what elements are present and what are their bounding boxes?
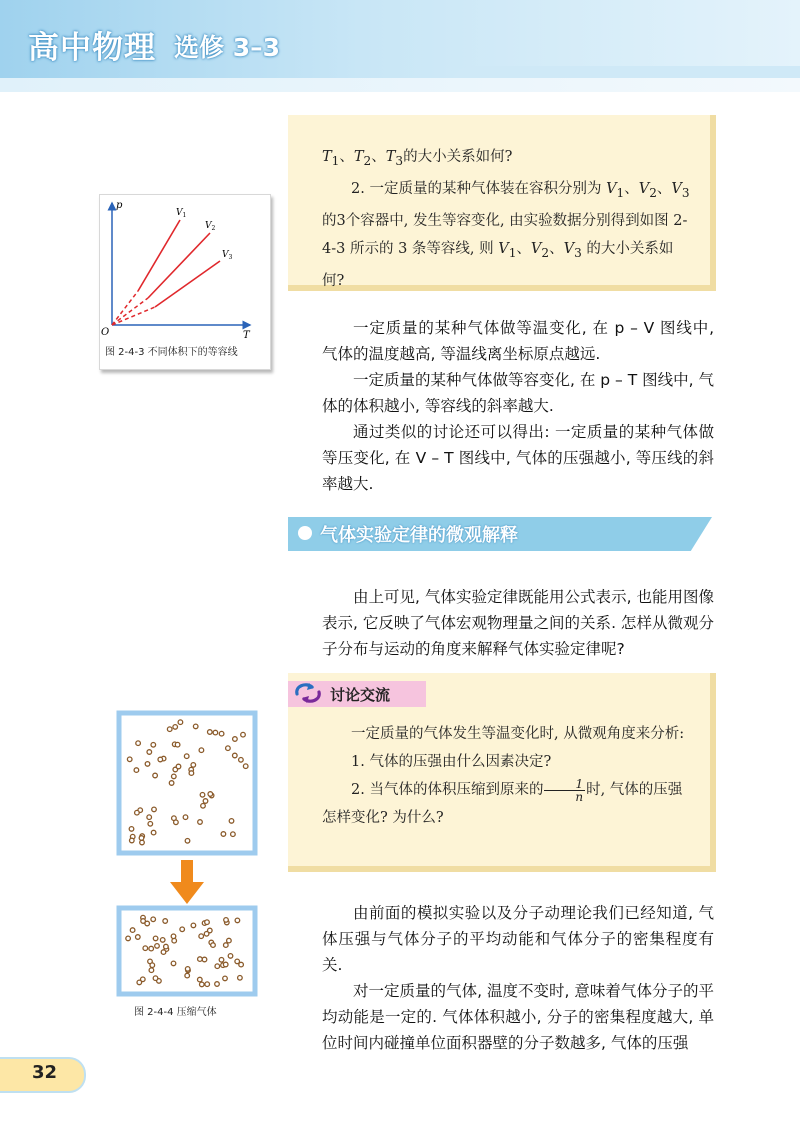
t-axis-label: T xyxy=(243,330,250,341)
gas-molecule xyxy=(169,781,174,786)
header-strip xyxy=(0,78,800,92)
gas-molecule xyxy=(199,748,204,753)
question-2: 2. 一定质量的某种气体装在容积分别为 $V_1$、$V_2$、$V_3$ 的3个容器中, 发生等容变化, 由实验数据分别得到如图 2-4-3 所示的 3 条等容线, 则 $V_1$、$V_2$、$V_3$ 的大小关系如何? xyxy=(322,180,690,289)
gas-molecule xyxy=(136,741,141,746)
gas-molecule xyxy=(199,934,204,939)
gas-molecule xyxy=(152,807,157,812)
discussion-intro: 一定质量的气体发生等温变化时, 从微观角度来分析: xyxy=(351,726,685,742)
discussion-title: 讨论交流 xyxy=(330,686,391,704)
section-title: 气体实验定律的微观解释 xyxy=(320,525,518,546)
gas-molecule xyxy=(136,935,141,940)
gas-molecule xyxy=(219,731,224,736)
discussion-q1: 1. 气体的压强由什么因素决定? xyxy=(351,754,552,770)
gas-molecule xyxy=(201,804,206,809)
book-subtitle: 选修 3–3 xyxy=(174,33,280,62)
gas-molecule xyxy=(198,977,203,982)
gas-molecule xyxy=(219,958,224,963)
gas-molecule xyxy=(158,757,163,762)
figure-2-4-3 xyxy=(99,194,271,370)
gas-molecule xyxy=(184,754,189,759)
gas-molecule xyxy=(129,827,134,832)
gas-molecule xyxy=(227,938,232,943)
discussion-text xyxy=(322,720,692,832)
gas-molecule xyxy=(134,768,139,773)
gas-molecule xyxy=(163,919,168,924)
body3-para2: 对一定质量的气体, 温度不变时, 意味着气体分子的平均动能是一定的. 气体体积越小, 分子的密集程度越大, 单位时间内碰撞单位面积器壁的分子数越多, 气体的压强 xyxy=(322,982,714,1052)
gas-molecule xyxy=(153,773,158,778)
origin-label: O xyxy=(101,327,110,338)
gas-molecule xyxy=(189,771,194,776)
v3-label: $V_3$ xyxy=(222,250,233,261)
gas-molecule xyxy=(226,746,231,751)
gas-molecule xyxy=(153,936,158,941)
gas-molecule xyxy=(224,943,229,948)
page-number: 32 xyxy=(32,1062,58,1083)
gas-molecule xyxy=(185,839,190,844)
gas-molecule xyxy=(143,946,148,951)
gas-molecule xyxy=(130,928,135,933)
body-text-3 xyxy=(322,900,714,1056)
body3-para1: 由前面的模拟实验以及分子动理论我们已经知道, 气体压强与气体分子的平均动能和气体分子的密集程度有关. xyxy=(322,904,714,974)
v3-line xyxy=(155,261,220,307)
gas-molecule xyxy=(173,725,178,730)
gas-molecule xyxy=(215,982,220,987)
gas-molecule xyxy=(205,920,210,925)
gas-molecule xyxy=(176,764,181,769)
gas-molecule xyxy=(161,950,166,955)
gas-molecule xyxy=(205,982,210,987)
gas-molecule xyxy=(238,976,243,981)
gas-molecule xyxy=(127,757,132,762)
gas-molecule xyxy=(178,720,183,725)
gas-molecule xyxy=(183,815,188,820)
gas-molecule xyxy=(239,962,244,967)
gas-molecule xyxy=(241,732,246,737)
gas-molecule xyxy=(200,982,205,987)
gas-molecule xyxy=(191,923,196,928)
figure-2-4-3-caption: 图 2-4-3 不同体积下的等容线 xyxy=(105,347,238,358)
gas-molecule xyxy=(151,917,156,922)
gas-molecule xyxy=(193,724,198,729)
question-box-text xyxy=(322,143,692,295)
gas-molecule xyxy=(243,764,248,769)
gas-molecule xyxy=(148,822,153,827)
v1-label: $V_1$ xyxy=(176,208,187,219)
v1-line xyxy=(138,220,180,291)
gas-box-uncompressed xyxy=(116,710,258,856)
gas-molecule xyxy=(228,954,233,959)
compression-arrow-icon xyxy=(170,860,204,904)
gas-box-compressed xyxy=(116,905,258,997)
gas-molecule xyxy=(208,730,213,735)
body1-para3: 通过类似的讨论还可以得出: 一定质量的某种气体做等压变化, 在 V – T 图线中, 气体的压强越小, 等压线的斜率越大. xyxy=(322,423,714,493)
discussion-arrows-icon xyxy=(292,680,324,706)
question-line-1: $T_1$、$T_2$、$T_3$的大小关系如何? xyxy=(322,149,513,168)
gas-molecule xyxy=(141,919,146,924)
gas-molecule xyxy=(126,936,131,941)
gas-molecule xyxy=(130,838,135,843)
gas-molecule xyxy=(211,943,216,948)
figure-2-4-4-caption: 图 2-4-4 压缩气体 xyxy=(134,1007,217,1018)
gas-molecule xyxy=(221,832,226,837)
gas-molecule xyxy=(223,976,228,981)
discussion-q2: 2. 当气体的体积压缩到原来的 $\frac{1}{n}$ 时, 气体的压强怎样变化? 为什么? xyxy=(322,776,683,826)
gas-molecule xyxy=(239,758,244,763)
gas-molecule xyxy=(151,830,156,835)
gas-molecule xyxy=(200,793,205,798)
v1-dashed-segment xyxy=(112,291,138,325)
gas-molecule xyxy=(150,963,155,968)
gas-molecule xyxy=(174,820,179,825)
body1-para1: 一定质量的某种气体做等温变化, 在 p – V 图线中, 气体的温度越高, 等温线离坐标原点越远. xyxy=(322,319,714,363)
gas-molecule xyxy=(147,750,152,755)
gas-molecule xyxy=(137,980,142,985)
gas-molecule xyxy=(185,967,190,972)
gas-molecule xyxy=(233,737,238,742)
gas-molecule xyxy=(149,968,154,973)
gas-molecule xyxy=(198,820,203,825)
gas-molecule xyxy=(231,832,236,837)
gas-molecule xyxy=(145,762,150,767)
gas-molecule xyxy=(213,730,218,735)
body2-para1: 由上可见, 气体实验定律既能用公式表示, 也能用图像表示, 它反映了气体宏观物理量之间的关系. 怎样从微观分子分布与运动的角度来解释气体实验定律呢? xyxy=(322,588,714,658)
gas-molecule xyxy=(153,976,158,981)
gas-molecule xyxy=(185,973,190,978)
gas-molecule xyxy=(235,918,240,923)
gas-molecule xyxy=(147,815,152,820)
gas-molecule xyxy=(151,743,156,748)
gas-molecule xyxy=(171,934,176,939)
book-title: 高中物理 xyxy=(28,30,156,66)
gas-molecule xyxy=(224,918,229,923)
gas-molecule xyxy=(233,753,238,758)
body-text-1 xyxy=(322,315,714,497)
body-text-2 xyxy=(322,584,714,662)
section-bullet-icon xyxy=(298,526,312,540)
v2-label: $V_2$ xyxy=(205,221,216,232)
fraction-1-over-n: $\frac{1}{n}$ xyxy=(544,778,585,803)
gas-molecule xyxy=(203,799,208,804)
gas-molecule xyxy=(204,932,209,937)
gas-molecule xyxy=(198,957,203,962)
gas-molecule xyxy=(139,836,144,841)
body1-para2: 一定质量的某种气体做等容变化, 在 p – T 图线中, 气体的体积越小, 等容线的斜率越大. xyxy=(322,371,714,415)
gas-molecule xyxy=(164,944,169,949)
gas-molecule xyxy=(155,944,160,949)
v3-dashed-segment xyxy=(112,307,155,325)
gas-molecule xyxy=(202,957,207,962)
gas-molecule xyxy=(191,763,196,768)
gas-molecule xyxy=(167,727,172,732)
gas-molecule xyxy=(180,927,185,932)
gas-molecule xyxy=(172,774,177,779)
gas-molecule xyxy=(229,819,234,824)
gas-molecule xyxy=(149,946,154,951)
gas-molecule xyxy=(135,810,140,815)
gas-molecule xyxy=(160,938,165,943)
gas-molecule xyxy=(223,962,228,967)
p-axis-label: p xyxy=(116,200,123,211)
gas-molecule xyxy=(175,742,180,747)
gas-molecule xyxy=(215,964,220,969)
gas-molecule xyxy=(208,792,213,797)
gas-molecule xyxy=(171,961,176,966)
v2-line xyxy=(148,233,210,298)
